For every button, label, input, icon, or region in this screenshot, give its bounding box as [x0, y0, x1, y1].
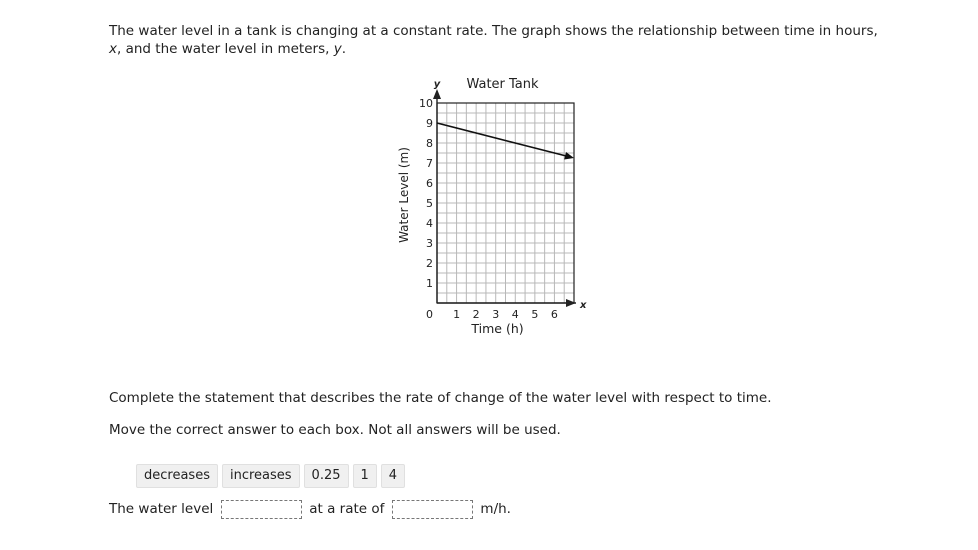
statement-prefix: The water level — [109, 501, 214, 517]
y-tick-label: 5 — [426, 197, 433, 210]
x-tick-label: 6 — [550, 308, 558, 321]
x-axis-label: Time (h) — [471, 321, 524, 336]
answer-statement — [109, 499, 511, 519]
statement-suffix: m/h. — [480, 501, 511, 517]
x-tick-label: 5 — [531, 308, 539, 321]
answer-bank — [136, 464, 405, 488]
y-tick-label: 2 — [426, 257, 433, 270]
drop-box-direction[interactable] — [221, 500, 302, 519]
y-tick-label: 7 — [426, 157, 433, 170]
x-tick-label: 1 — [453, 308, 461, 321]
y-axis-arrowhead — [433, 89, 441, 99]
y-tick-label: 9 — [426, 117, 433, 130]
y-tick-label: 3 — [426, 237, 433, 250]
chart-title: Water Tank — [466, 77, 539, 92]
chart-grid — [437, 103, 574, 303]
question-text-2: , and the water level in meters, — [117, 41, 334, 57]
drop-box-rate[interactable] — [392, 500, 473, 519]
water-tank-chart — [380, 70, 600, 355]
y-tick-label: 6 — [426, 177, 433, 190]
instruction-move-text: Move the correct answer to each box. Not all answers will be used. — [109, 422, 561, 438]
question-text: The water level in a tank is changing at a constant rate. The graph shows the relationship between time in hours, — [109, 23, 878, 39]
question-var-x: x — [109, 41, 117, 57]
origin-label: 0 — [426, 308, 433, 321]
answer-tile-decreases[interactable]: decreases — [136, 464, 218, 488]
x-tick-label: 2 — [472, 308, 480, 321]
question-text-3: . — [341, 41, 346, 57]
y-tick-label: 10 — [419, 97, 433, 110]
chart-tick-labels — [419, 97, 558, 321]
y-tick-label: 4 — [426, 217, 433, 230]
y-tick-label: 8 — [426, 137, 433, 150]
answer-tile-1[interactable]: 1 — [353, 464, 377, 488]
x-axis-variable: x — [580, 300, 587, 311]
y-tick-label: 1 — [426, 277, 433, 290]
x-tick-label: 3 — [492, 308, 500, 321]
answer-tile-increases[interactable]: increases — [222, 464, 300, 488]
y-axis-label: Water Level (m) — [397, 147, 411, 243]
instruction-text: Complete the statement that describes the rate of change of the water level with respect to time. — [109, 390, 772, 406]
answer-tile-4[interactable]: 4 — [381, 464, 405, 488]
x-tick-label: 4 — [511, 308, 519, 321]
statement-middle: at a rate of — [309, 501, 385, 517]
y-axis-variable: y — [433, 79, 441, 90]
question-var-y: y — [333, 41, 342, 57]
question-prompt — [109, 22, 889, 58]
answer-tile-0-25[interactable]: 0.25 — [304, 464, 349, 488]
